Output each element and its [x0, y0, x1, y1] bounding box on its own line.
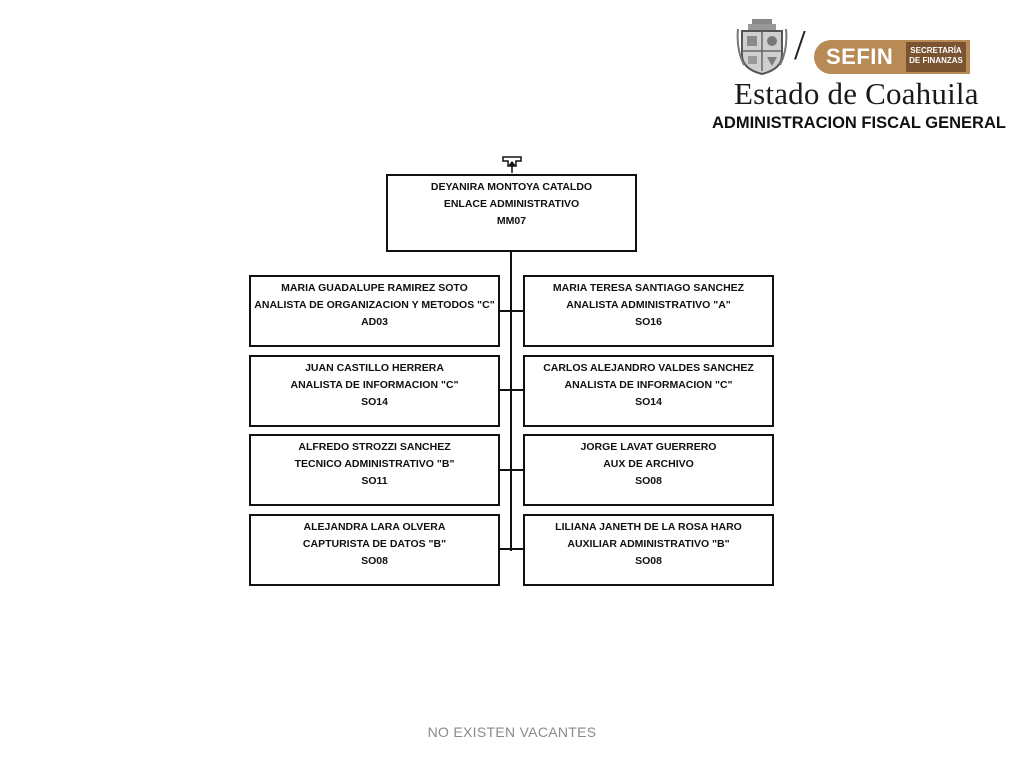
employee-title: AUX DE ARCHIVO [603, 458, 694, 470]
employee-code: AD03 [361, 316, 388, 328]
employee-name: ALFREDO STROZZI SANCHEZ [298, 441, 451, 453]
employee-title: TECNICO ADMINISTRATIVO "B" [294, 458, 455, 470]
employee-code: SO08 [361, 555, 388, 567]
org-box-row2-left [249, 355, 500, 427]
employee-title: ANALISTA DE INFORMACION "C" [290, 379, 459, 391]
employee-title: ANALISTA ADMINISTRATIVO "A" [566, 299, 731, 311]
employee-code: SO11 [361, 475, 388, 487]
trunk-connector [510, 250, 512, 551]
employee-name: CARLOS ALEJANDRO VALDES SANCHEZ [543, 362, 754, 374]
employee-name: MARIA TERESA SANTIAGO SANCHEZ [552, 282, 745, 294]
sefin-subtitle [906, 42, 966, 72]
employee-name: JORGE LAVAT GUERRERO [580, 441, 717, 453]
org-box-row2-right [523, 355, 774, 427]
sefin-logo [814, 40, 970, 74]
vacancies-note: NO EXISTEN VACANTES [427, 724, 597, 740]
employee-code: SO08 [635, 475, 662, 487]
employee-name: LILIANA JANETH DE LA ROSA HARO [555, 521, 742, 533]
employee-title: ANALISTA DE ORGANIZACION Y METODOS "C" [254, 299, 495, 311]
employee-name: DEYANIRA MONTOYA CATALDO [430, 181, 593, 193]
org-box-row4-right [523, 514, 774, 586]
branch-connector-3 [498, 469, 524, 471]
header-logo [712, 16, 1006, 134]
org-box-row1-right [523, 275, 774, 347]
employee-name: JUAN CASTILLO HERRERA [305, 362, 444, 374]
employee-code: SO14 [361, 396, 388, 408]
sefin-subtitle-line2: DE FINANZAS [909, 56, 963, 65]
sefin-brand: SEFIN [826, 44, 894, 69]
logo-slash: / [794, 23, 806, 69]
employee-title: ENLACE ADMINISTRATIVO [443, 198, 580, 210]
employee-title: CAPTURISTA DE DATOS "B" [302, 538, 447, 550]
org-box-row3-left [249, 434, 500, 506]
up-arrow-icon [502, 156, 522, 174]
employee-name: ALEJANDRA LARA OLVERA [303, 521, 446, 533]
state-name: Estado de Coahuila [734, 76, 979, 111]
org-box-row3-right [523, 434, 774, 506]
employee-code: SO08 [635, 555, 662, 567]
coat-of-arms-icon [736, 19, 788, 75]
employee-title: ANALISTA DE INFORMACION "C" [564, 379, 733, 391]
branch-connector-1 [498, 310, 524, 312]
sefin-subtitle-line1: SECRETARÍA [910, 46, 962, 55]
employee-name: MARIA GUADALUPE RAMIREZ SOTO [281, 282, 468, 294]
employee-title: AUXILIAR ADMINISTRATIVO "B" [567, 538, 730, 550]
org-box-row1-left [249, 275, 500, 347]
branch-connector-4 [498, 548, 524, 550]
department-name: ADMINISTRACION FISCAL GENERAL [712, 114, 1006, 132]
employee-code: SO14 [635, 396, 662, 408]
org-root-box [386, 174, 637, 252]
employee-code: SO16 [635, 316, 662, 328]
branch-connector-2 [498, 389, 524, 391]
org-box-row4-left [249, 514, 500, 586]
employee-code: MM07 [496, 215, 527, 227]
